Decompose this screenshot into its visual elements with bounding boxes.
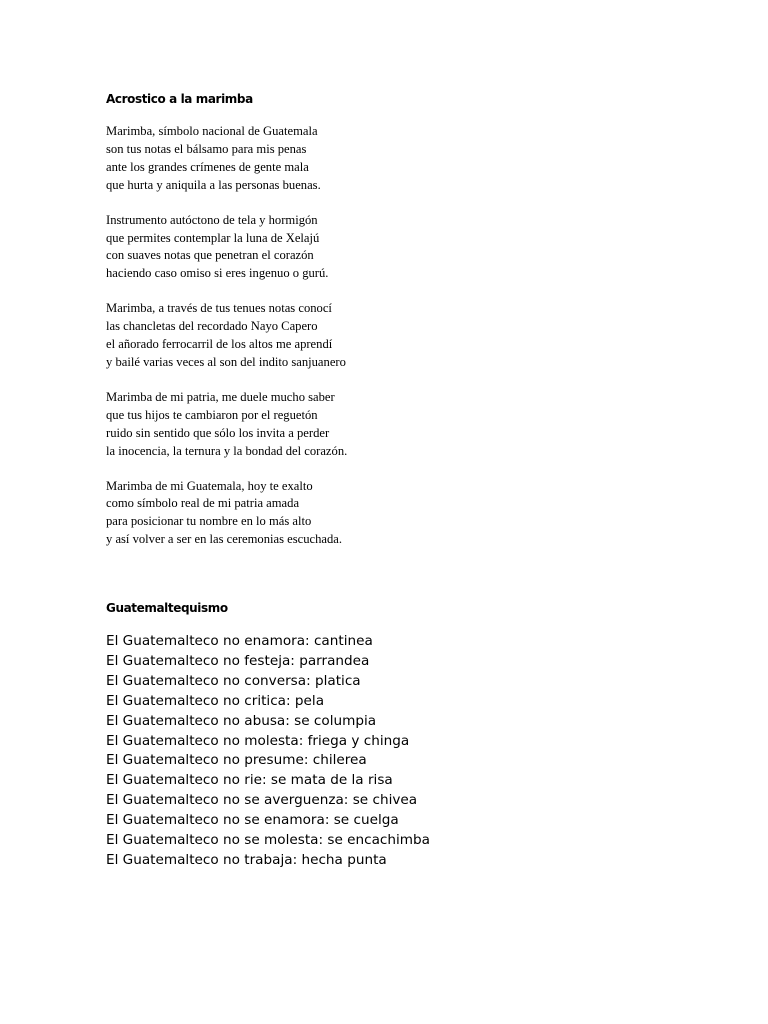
saying-line: El Guatemalteco no se enamora: se cuelga xyxy=(106,812,399,829)
saying-line: El Guatemalteco no festeja: parrandea xyxy=(106,652,370,669)
poem-line: Instrumento autóctono de tela y hormigón xyxy=(106,212,318,227)
saying-line: El Guatemalteco no critica: pela xyxy=(106,692,325,709)
poem-stanza xyxy=(106,123,347,195)
poem-line: Marimba de mi Guatemala, hoy te exalto xyxy=(106,478,313,493)
poem-line: que hurta y aniquila a las personas buenas. xyxy=(106,177,321,192)
poem-line: las chancletas del recordado Nayo Capero xyxy=(106,319,318,334)
poem-line: haciendo caso omiso si eres ingenuo o gurú. xyxy=(106,266,329,281)
saying-line: El Guatemalteco no molesta: friega y chinga xyxy=(106,732,410,749)
poem-line: como símbolo real de mi patria amada xyxy=(106,496,300,511)
poem-line: que tus hijos te cambiaron por el reguetón xyxy=(106,407,318,422)
poem-line: ante los grandes crímenes de gente mala xyxy=(106,159,309,174)
saying-line: El Guatemalteco no enamora: cantinea xyxy=(106,633,373,649)
poem-line: y bailé varias veces al son del indito sanjuanero xyxy=(106,354,346,369)
poem-line: el añorado ferrocarril de los altos me aprendí xyxy=(106,337,333,352)
poem-stanza xyxy=(106,212,347,284)
poem-stanza xyxy=(106,389,347,461)
poem-line: Marimba, símbolo nacional de Guatemala xyxy=(106,124,318,138)
saying-line: El Guatemalteco no rie: se mata de la risa xyxy=(106,772,393,789)
poem-line: Marimba de mi patria, me duele mucho saber xyxy=(106,389,335,404)
poem-stanza xyxy=(106,300,347,372)
saying-line: El Guatemalteco no presume: chilerea xyxy=(106,752,367,769)
poem-line: que permites contemplar la luna de Xelajú xyxy=(106,230,320,245)
poem-body xyxy=(106,123,347,566)
poem-stanza xyxy=(106,478,347,550)
saying-line: El Guatemalteco no abusa: se columpia xyxy=(106,712,377,729)
poem-line: son tus notas el bálsamo para mis penas xyxy=(106,141,307,156)
poem-title: Acrostico a la marimba xyxy=(106,92,253,106)
poem-line: para posicionar tu nombre en lo más alto xyxy=(106,514,312,529)
saying-line: El Guatemalteco no se averguenza: se chivea xyxy=(106,792,418,809)
poem-line: Marimba, a través de tus tenues notas conocí xyxy=(106,301,332,316)
poem-line: con suaves notas que penetran el corazón xyxy=(106,248,314,263)
saying-line: El Guatemalteco no trabaja: hecha punta xyxy=(106,851,387,868)
sayings-title: Guatemaltequismo xyxy=(106,601,228,615)
saying-line: El Guatemalteco no conversa: platica xyxy=(106,672,361,689)
poem-line: y así volver a ser en las ceremonias escuchada. xyxy=(106,532,343,547)
poem-line: ruido sin sentido que sólo los invita a perder xyxy=(106,425,330,440)
saying-line: El Guatemalteco no se molesta: se encachimba xyxy=(106,832,430,849)
poem-line: la inocencia, la ternura y la bondad del corazón. xyxy=(106,443,348,458)
sayings-list xyxy=(106,632,430,871)
